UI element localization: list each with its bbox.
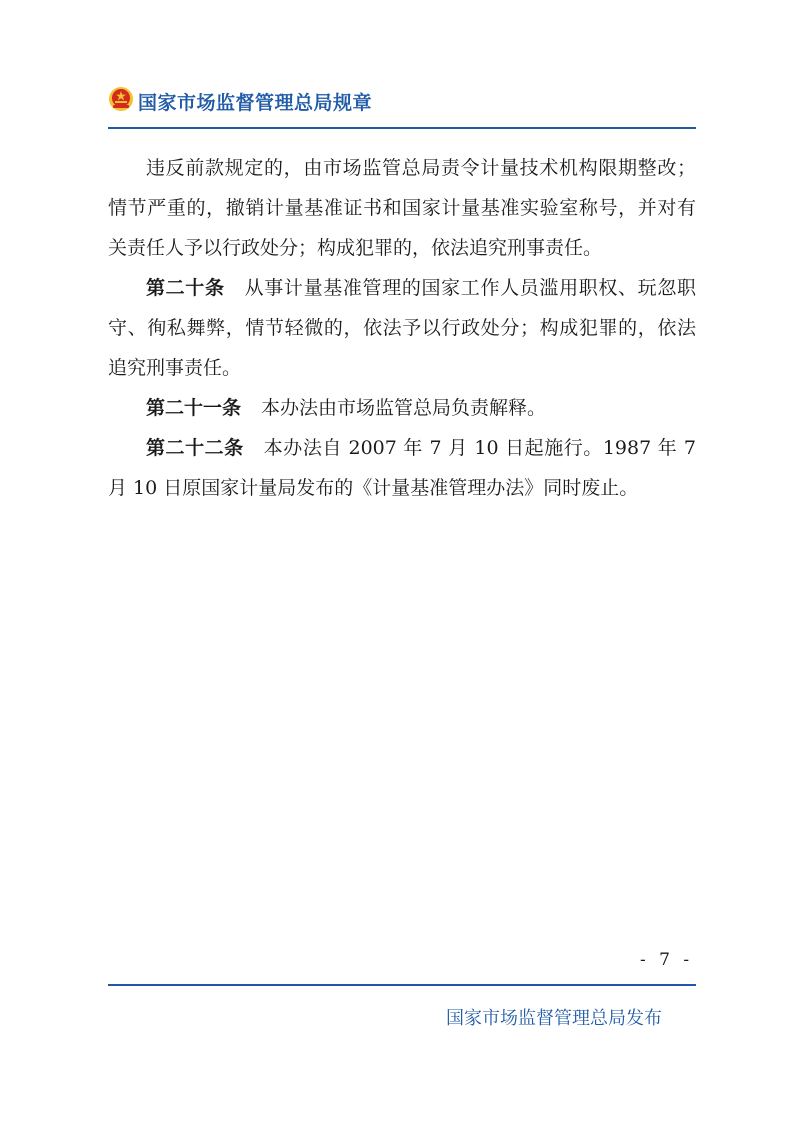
article-20 — [108, 268, 696, 388]
article-22 — [108, 428, 696, 508]
national-emblem-icon — [108, 86, 134, 112]
article-20-text: 从事计量基准管理的国家工作人员滥用职权、玩忽职守、徇私舞弊，情节轻微的，依法予以行政处分；构成犯罪的，依法追究刑事责任。 — [108, 277, 696, 379]
document-header — [108, 84, 696, 126]
page-number: - 7 - — [640, 950, 694, 970]
footer-divider — [108, 984, 696, 986]
header-title: 国家市场监督管理总局规章 — [138, 92, 373, 114]
article-22-heading: 第二十二条 — [146, 437, 244, 459]
footer-publisher: 国家市场监督管理总局发布 — [446, 1008, 662, 1029]
article-21-text: 本办法由市场监管总局负责解释。 — [261, 397, 547, 419]
paragraph-1-text: 违反前款规定的，由市场监管总局责令计量技术机构限期整改；情节严重的，撤销计量基准证书和国家计量基准实验室称号，并对有关责任人予以行政处分；构成犯罪的，依法追究刑事责任。 — [108, 157, 696, 259]
article-21-heading: 第二十一条 — [146, 397, 242, 419]
paragraph-1 — [108, 148, 696, 268]
article-20-heading: 第二十条 — [146, 277, 225, 299]
header-divider — [108, 127, 696, 129]
article-22-text: 本办法自 2007 年 7 月 10 日起施行。1987 年 7 月 10 日原国家计量局发布的《计量基准管理办法》同时废止。 — [108, 437, 696, 499]
document-body — [108, 148, 696, 508]
article-21 — [108, 388, 696, 428]
